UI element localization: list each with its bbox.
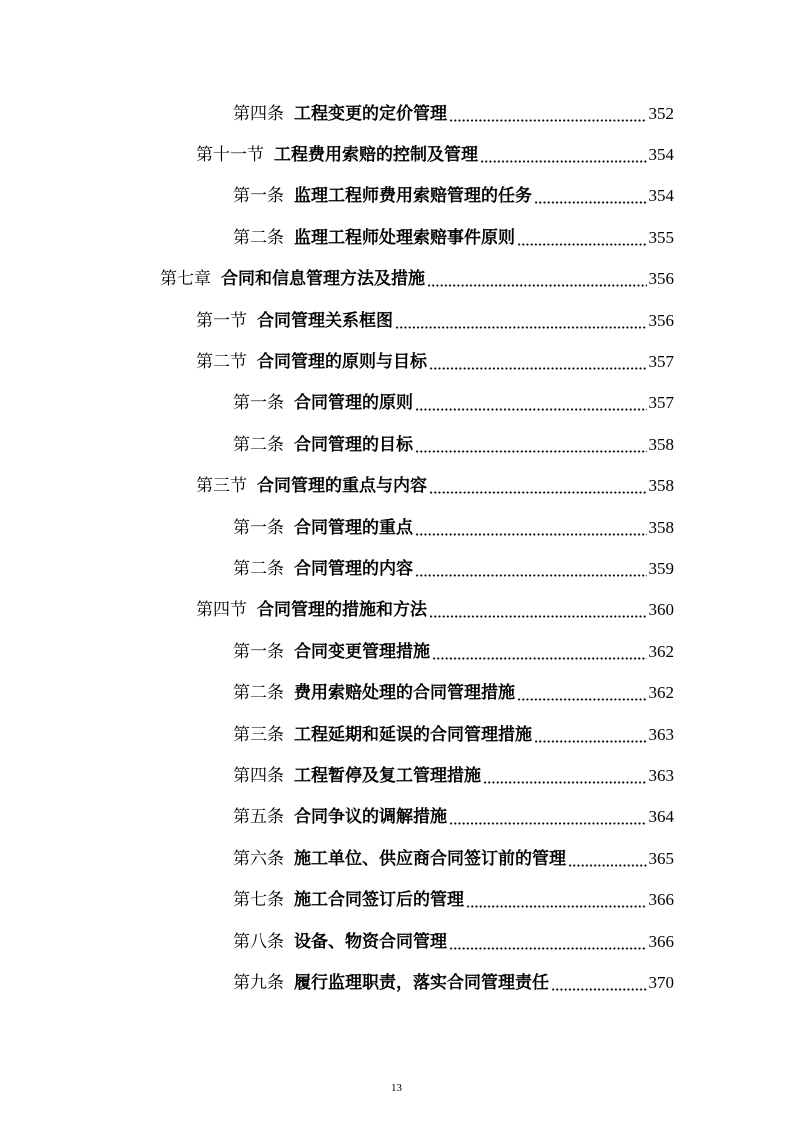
toc-entry-page: 359: [648, 558, 674, 578]
toc-entry-title: 合同和信息管理方法及措施: [221, 269, 425, 290]
toc-dot-leader: [480, 145, 647, 165]
page-number: 13: [391, 1082, 402, 1094]
toc-dot-leader: [466, 890, 647, 910]
toc-entry[interactable]: [0, 424, 793, 465]
toc-entry-label: 第一条: [233, 393, 284, 414]
toc-entry[interactable]: [0, 300, 793, 341]
toc-dot-leader: [429, 352, 647, 372]
toc-entry-title: 合同变更管理措施: [294, 641, 430, 662]
toc-entry[interactable]: [0, 921, 793, 962]
toc-entry-title: 工程变更的定价管理: [294, 103, 447, 124]
toc-entry-page: 360: [648, 600, 674, 620]
toc-entry-page: 364: [648, 807, 674, 827]
toc-dot-leader: [534, 725, 647, 745]
toc-entry-title: 合同管理关系框图: [257, 310, 393, 331]
toc-entry-label: 第一条: [233, 186, 284, 207]
toc-entry-page: 363: [648, 724, 674, 744]
toc-entry-title: 工程暂停及复工管理措施: [294, 765, 481, 786]
toc-entry-label: 第二条: [233, 558, 284, 579]
toc-entry-label: 第二节: [196, 352, 247, 373]
toc-entry-title: 监理工程师费用索赔管理的任务: [294, 186, 532, 207]
toc-entry-label: 第九条: [233, 972, 284, 993]
toc-entry-page: 358: [648, 476, 674, 496]
toc-entry-title: 合同管理的内容: [294, 558, 413, 579]
toc-dot-leader: [449, 807, 647, 827]
toc-entry-title: 合同管理的措施和方法: [257, 600, 427, 621]
toc-entry[interactable]: [0, 590, 793, 631]
toc-entry[interactable]: [0, 714, 793, 755]
toc-entry-page: 357: [648, 352, 674, 372]
toc-dot-leader: [395, 311, 647, 331]
toc-dot-leader: [429, 600, 647, 620]
toc-entry-page: 357: [648, 393, 674, 413]
toc-entry-label: 第八条: [233, 931, 284, 952]
toc-entry-page: 362: [648, 641, 674, 661]
toc-dot-leader: [432, 642, 647, 662]
toc-entry-label: 第二条: [233, 227, 284, 248]
toc-entry[interactable]: [0, 962, 793, 1003]
toc-entry-label: 第四节: [196, 600, 247, 621]
toc-entry-label: 第一节: [196, 310, 247, 331]
table-of-contents: [0, 93, 793, 1004]
toc-entry[interactable]: [0, 797, 793, 838]
toc-entry-label: 第十一节: [196, 145, 264, 166]
toc-dot-leader: [429, 476, 647, 496]
toc-entry-title: 设备、物资合同管理: [294, 931, 447, 952]
toc-dot-leader: [415, 518, 647, 538]
toc-entry-page: 355: [648, 227, 674, 247]
toc-entry-title: 施工单位、供应商合同签订前的管理: [294, 848, 566, 869]
toc-entry-label: 第七条: [233, 890, 284, 911]
toc-entry-title: 工程延期和延误的合同管理措施: [294, 724, 532, 745]
toc-entry[interactable]: [0, 672, 793, 713]
toc-entry-page: 363: [648, 765, 674, 785]
toc-dot-leader: [517, 683, 647, 703]
toc-entry-label: 第一条: [233, 517, 284, 538]
toc-dot-leader: [415, 559, 647, 579]
toc-entry-page: 354: [648, 186, 674, 206]
toc-dot-leader: [483, 766, 647, 786]
toc-entry[interactable]: [0, 383, 793, 424]
toc-entry-page: 366: [648, 931, 674, 951]
toc-entry[interactable]: [0, 466, 793, 507]
toc-entry-title: 合同管理的原则: [294, 393, 413, 414]
toc-entry-page: 354: [648, 145, 674, 165]
toc-entry-title: 工程费用索赔的控制及管理: [274, 145, 478, 166]
toc-entry-title: 合同争议的调解措施: [294, 807, 447, 828]
toc-dot-leader: [551, 973, 647, 993]
toc-entry-label: 第二条: [233, 683, 284, 704]
toc-entry[interactable]: [0, 341, 793, 382]
toc-entry-title: 合同管理的重点与内容: [257, 476, 427, 497]
toc-entry-label: 第六条: [233, 848, 284, 869]
toc-entry-title: 施工合同签订后的管理: [294, 890, 464, 911]
toc-entry-label: 第五条: [233, 807, 284, 828]
toc-entry-title: 监理工程师处理索赔事件原则: [294, 227, 515, 248]
toc-entry-page: 362: [648, 683, 674, 703]
toc-entry-title: 合同管理的目标: [294, 434, 413, 455]
toc-dot-leader: [534, 186, 647, 206]
toc-entry-label: 第四条: [233, 103, 284, 124]
toc-entry[interactable]: [0, 838, 793, 879]
toc-dot-leader: [449, 104, 647, 124]
toc-entry[interactable]: [0, 879, 793, 920]
toc-entry-page: 358: [648, 434, 674, 454]
toc-entry[interactable]: [0, 755, 793, 796]
toc-entry-page: 366: [648, 890, 674, 910]
toc-entry-page: 365: [648, 848, 674, 868]
toc-entry-label: 第四条: [233, 765, 284, 786]
toc-entry-title: 费用索赔处理的合同管理措施: [294, 683, 515, 704]
toc-entry[interactable]: [0, 217, 793, 258]
toc-dot-leader: [415, 393, 647, 413]
toc-entry-page: 358: [648, 517, 674, 537]
toc-entry[interactable]: [0, 507, 793, 548]
toc-entry-page: 356: [648, 310, 674, 330]
toc-entry[interactable]: [0, 176, 793, 217]
toc-entry[interactable]: [0, 631, 793, 672]
toc-entry-page: 370: [648, 972, 674, 992]
toc-entry-page: 352: [648, 103, 674, 123]
toc-dot-leader: [568, 849, 647, 869]
toc-entry-title: 合同管理的原则与目标: [257, 352, 427, 373]
toc-entry-title: 合同管理的重点: [294, 517, 413, 538]
toc-entry[interactable]: [0, 259, 793, 300]
toc-entry-label: 第三条: [233, 724, 284, 745]
toc-entry-label: 第七章: [160, 269, 211, 290]
toc-entry[interactable]: [0, 134, 793, 175]
toc-dot-leader: [517, 228, 647, 248]
toc-dot-leader: [427, 269, 647, 289]
toc-entry[interactable]: [0, 93, 793, 134]
toc-entry-page: 356: [648, 269, 674, 289]
toc-entry-title: 履行监理职责，落实合同管理责任: [294, 972, 549, 993]
toc-entry-label: 第一条: [233, 641, 284, 662]
toc-entry-label: 第二条: [233, 434, 284, 455]
toc-dot-leader: [415, 435, 647, 455]
toc-entry[interactable]: [0, 548, 793, 589]
toc-dot-leader: [449, 932, 647, 952]
toc-entry-label: 第三节: [196, 476, 247, 497]
